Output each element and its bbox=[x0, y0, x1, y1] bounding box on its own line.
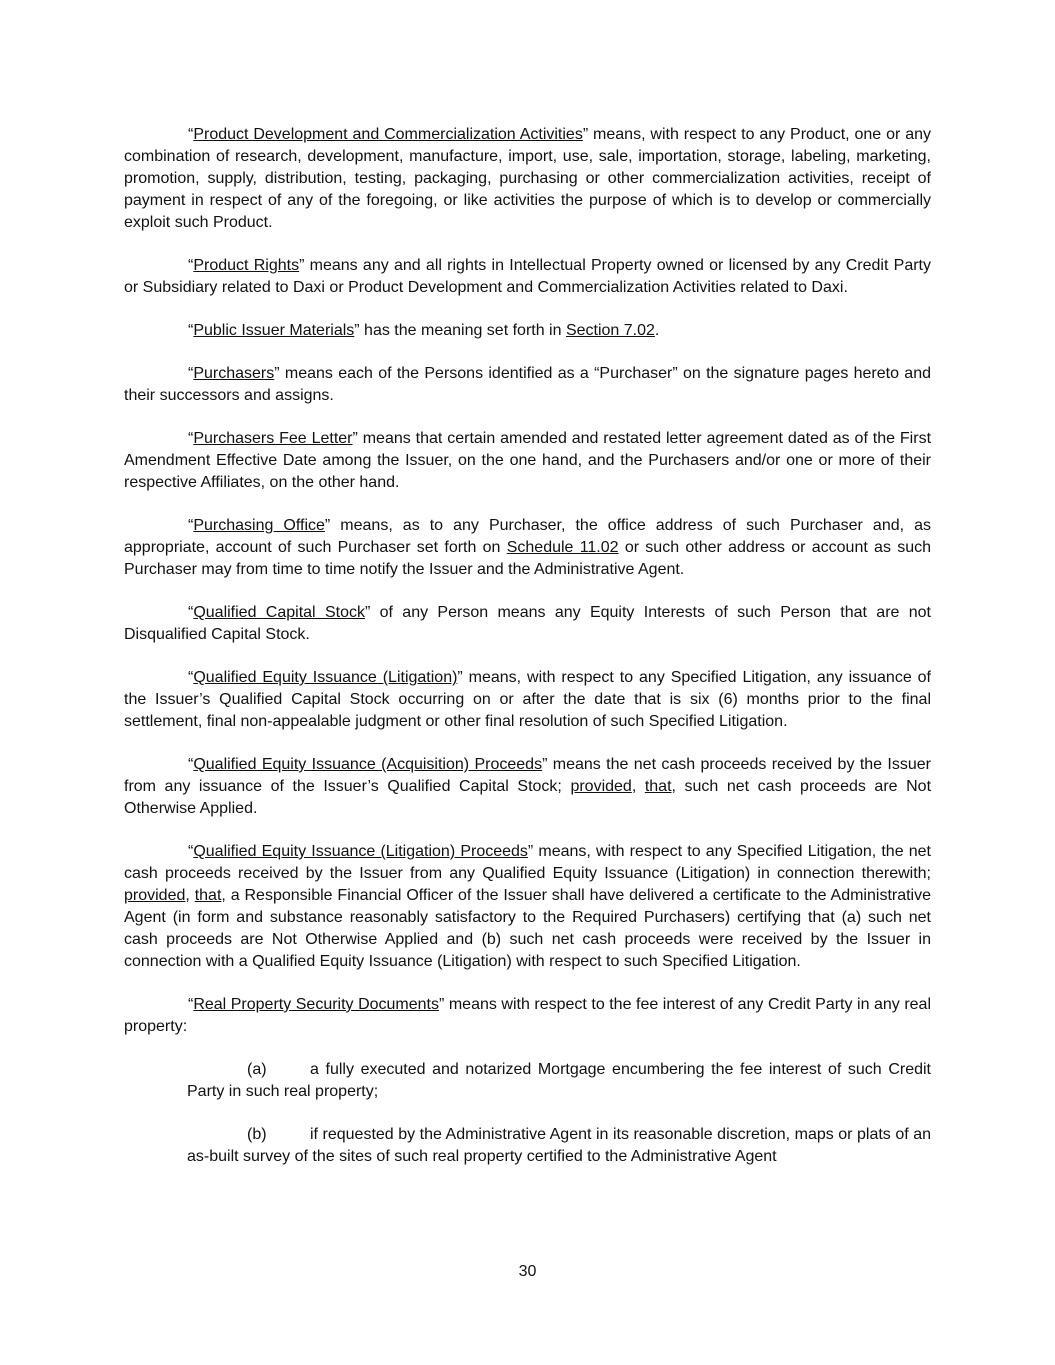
defined-term: Qualified Equity Issuance (Litigation) Proceeds bbox=[193, 843, 528, 860]
defined-term: Qualified Equity Issuance (Acquisition) Proceeds bbox=[193, 756, 543, 773]
cross-reference: Section 7.02 bbox=[565, 322, 655, 339]
definition-qualified-capital-stock: “Qualified Capital Stock” of any Person means any Equity Interests of such Person that are not Disqualified Capital Stock. bbox=[124, 604, 931, 643]
item-label: (b) bbox=[247, 1126, 267, 1143]
item-label: (a) bbox=[247, 1061, 267, 1078]
defined-term: Public Issuer Materials bbox=[193, 322, 355, 339]
cross-reference: Schedule 11.02 bbox=[506, 539, 619, 556]
defined-term: Purchasing Office bbox=[193, 517, 325, 534]
list-item: (b) if requested by the Administrative Agent in its reasonable discretion, maps or plats of an as-built survey of the sites of such real property certified to the Administrative Agent bbox=[187, 1126, 931, 1165]
definition-purchasing-office: “Purchasing Office” means, as to any Purchaser, the office address of such Purchaser and, as appropriate, account of such Purchaser set forth on Schedule 11.02 or such other address or account as such Purchaser may from time to time notify the Issuer and the Administrative Agent. bbox=[124, 517, 932, 578]
defined-term: Purchasers Fee Letter bbox=[193, 430, 353, 447]
definition-product-development: “Product Development and Commercialization Activities” means, with respect to any Product, one or any combination of research, development, manufacture, import, use, sale, importation, storage, labeling, marketing, promotion, supply, distribution, testing, packaging, purchasing or other commercialization activities, receipt of payment in respect of any of the foregoing, or like activities the purpose of which is to develop or commercially exploit such Product. bbox=[124, 126, 932, 231]
document-page bbox=[124, 124, 931, 1189]
definition-qualified-equity-issuance-acquisition-proceeds: “Qualified Equity Issuance (Acquisition) Proceeds” means the net cash proceeds received by the Issuer from any issuance of the Issuer’s Qualified Capital Stock; provided, that, such net cash proceeds are Not Otherwise Applied. bbox=[124, 756, 932, 817]
proviso-term: provided bbox=[124, 887, 186, 904]
page-number: 30 bbox=[518, 1263, 537, 1280]
definition-qualified-equity-issuance-litigation: “Qualified Equity Issuance (Litigation)” means, with respect to any Specified Litigation, any issuance of the Issuer’s Qualified Capital Stock occurring on or after the date that is six (6) months prior to the final settlement, final non-appealable judgment or other final resolution of such Specified Litigation. bbox=[124, 669, 931, 730]
definition-product-rights: “Product Rights” means any and all rights in Intellectual Property owned or licensed by any Credit Party or Subsidiary related to Daxi or Product Development and Commercialization Activities related to Daxi. bbox=[124, 257, 932, 296]
defined-term: Product Rights bbox=[193, 257, 300, 274]
definition-qualified-equity-issuance-litigation-proceeds: “Qualified Equity Issuance (Litigation) Proceeds” means, with respect to any Specified Litigation, the net cash proceeds received by the Issuer from any Qualified Equity Issuance (Litigation) in connection therewith; provided, that, a Responsible Financial Officer of the Issuer shall have delivered a certificate to the Administrative Agent (in form and substance reasonably satisfactory to the Required Purchasers) certifying that (a) such net cash proceeds are Not Otherwise Applied and (b) such net cash proceeds were received by the Issuer in connection with a Qualified Equity Issuance (Litigation) with respect to such Specified Litigation. bbox=[124, 843, 932, 970]
defined-term: Qualified Equity Issuance (Litigation) bbox=[193, 669, 458, 686]
definition-public-issuer-materials: “Public Issuer Materials” has the meaning set forth in Section 7.02. bbox=[188, 322, 660, 339]
defined-term: Product Development and Commercialization Activities bbox=[193, 126, 583, 143]
defined-term: Qualified Capital Stock bbox=[193, 604, 365, 621]
definition-real-property-security-documents: “Real Property Security Documents” means with respect to the fee interest of any Credit Party in any real property: bbox=[124, 996, 931, 1035]
proviso-term: provided bbox=[570, 778, 632, 795]
list-item: (a) a fully executed and notarized Mortgage encumbering the fee interest of such Credit Party in such real property; bbox=[187, 1061, 931, 1100]
definition-purchasers: “Purchasers” means each of the Persons identified as a “Purchaser” on the signature pages hereto and their successors and assigns. bbox=[124, 365, 931, 404]
defined-term: Purchasers bbox=[193, 365, 275, 382]
defined-term: Real Property Security Documents bbox=[193, 996, 439, 1013]
proviso-term: that bbox=[194, 887, 222, 904]
proviso-term: that bbox=[644, 778, 672, 795]
definition-purchasers-fee-letter: “Purchasers Fee Letter” means that certain amended and restated letter agreement dated as of the First Amendment Effective Date among the Issuer, on the one hand, and the Purchasers and/or one or more of their respective Affiliates, on the other hand. bbox=[124, 430, 932, 491]
